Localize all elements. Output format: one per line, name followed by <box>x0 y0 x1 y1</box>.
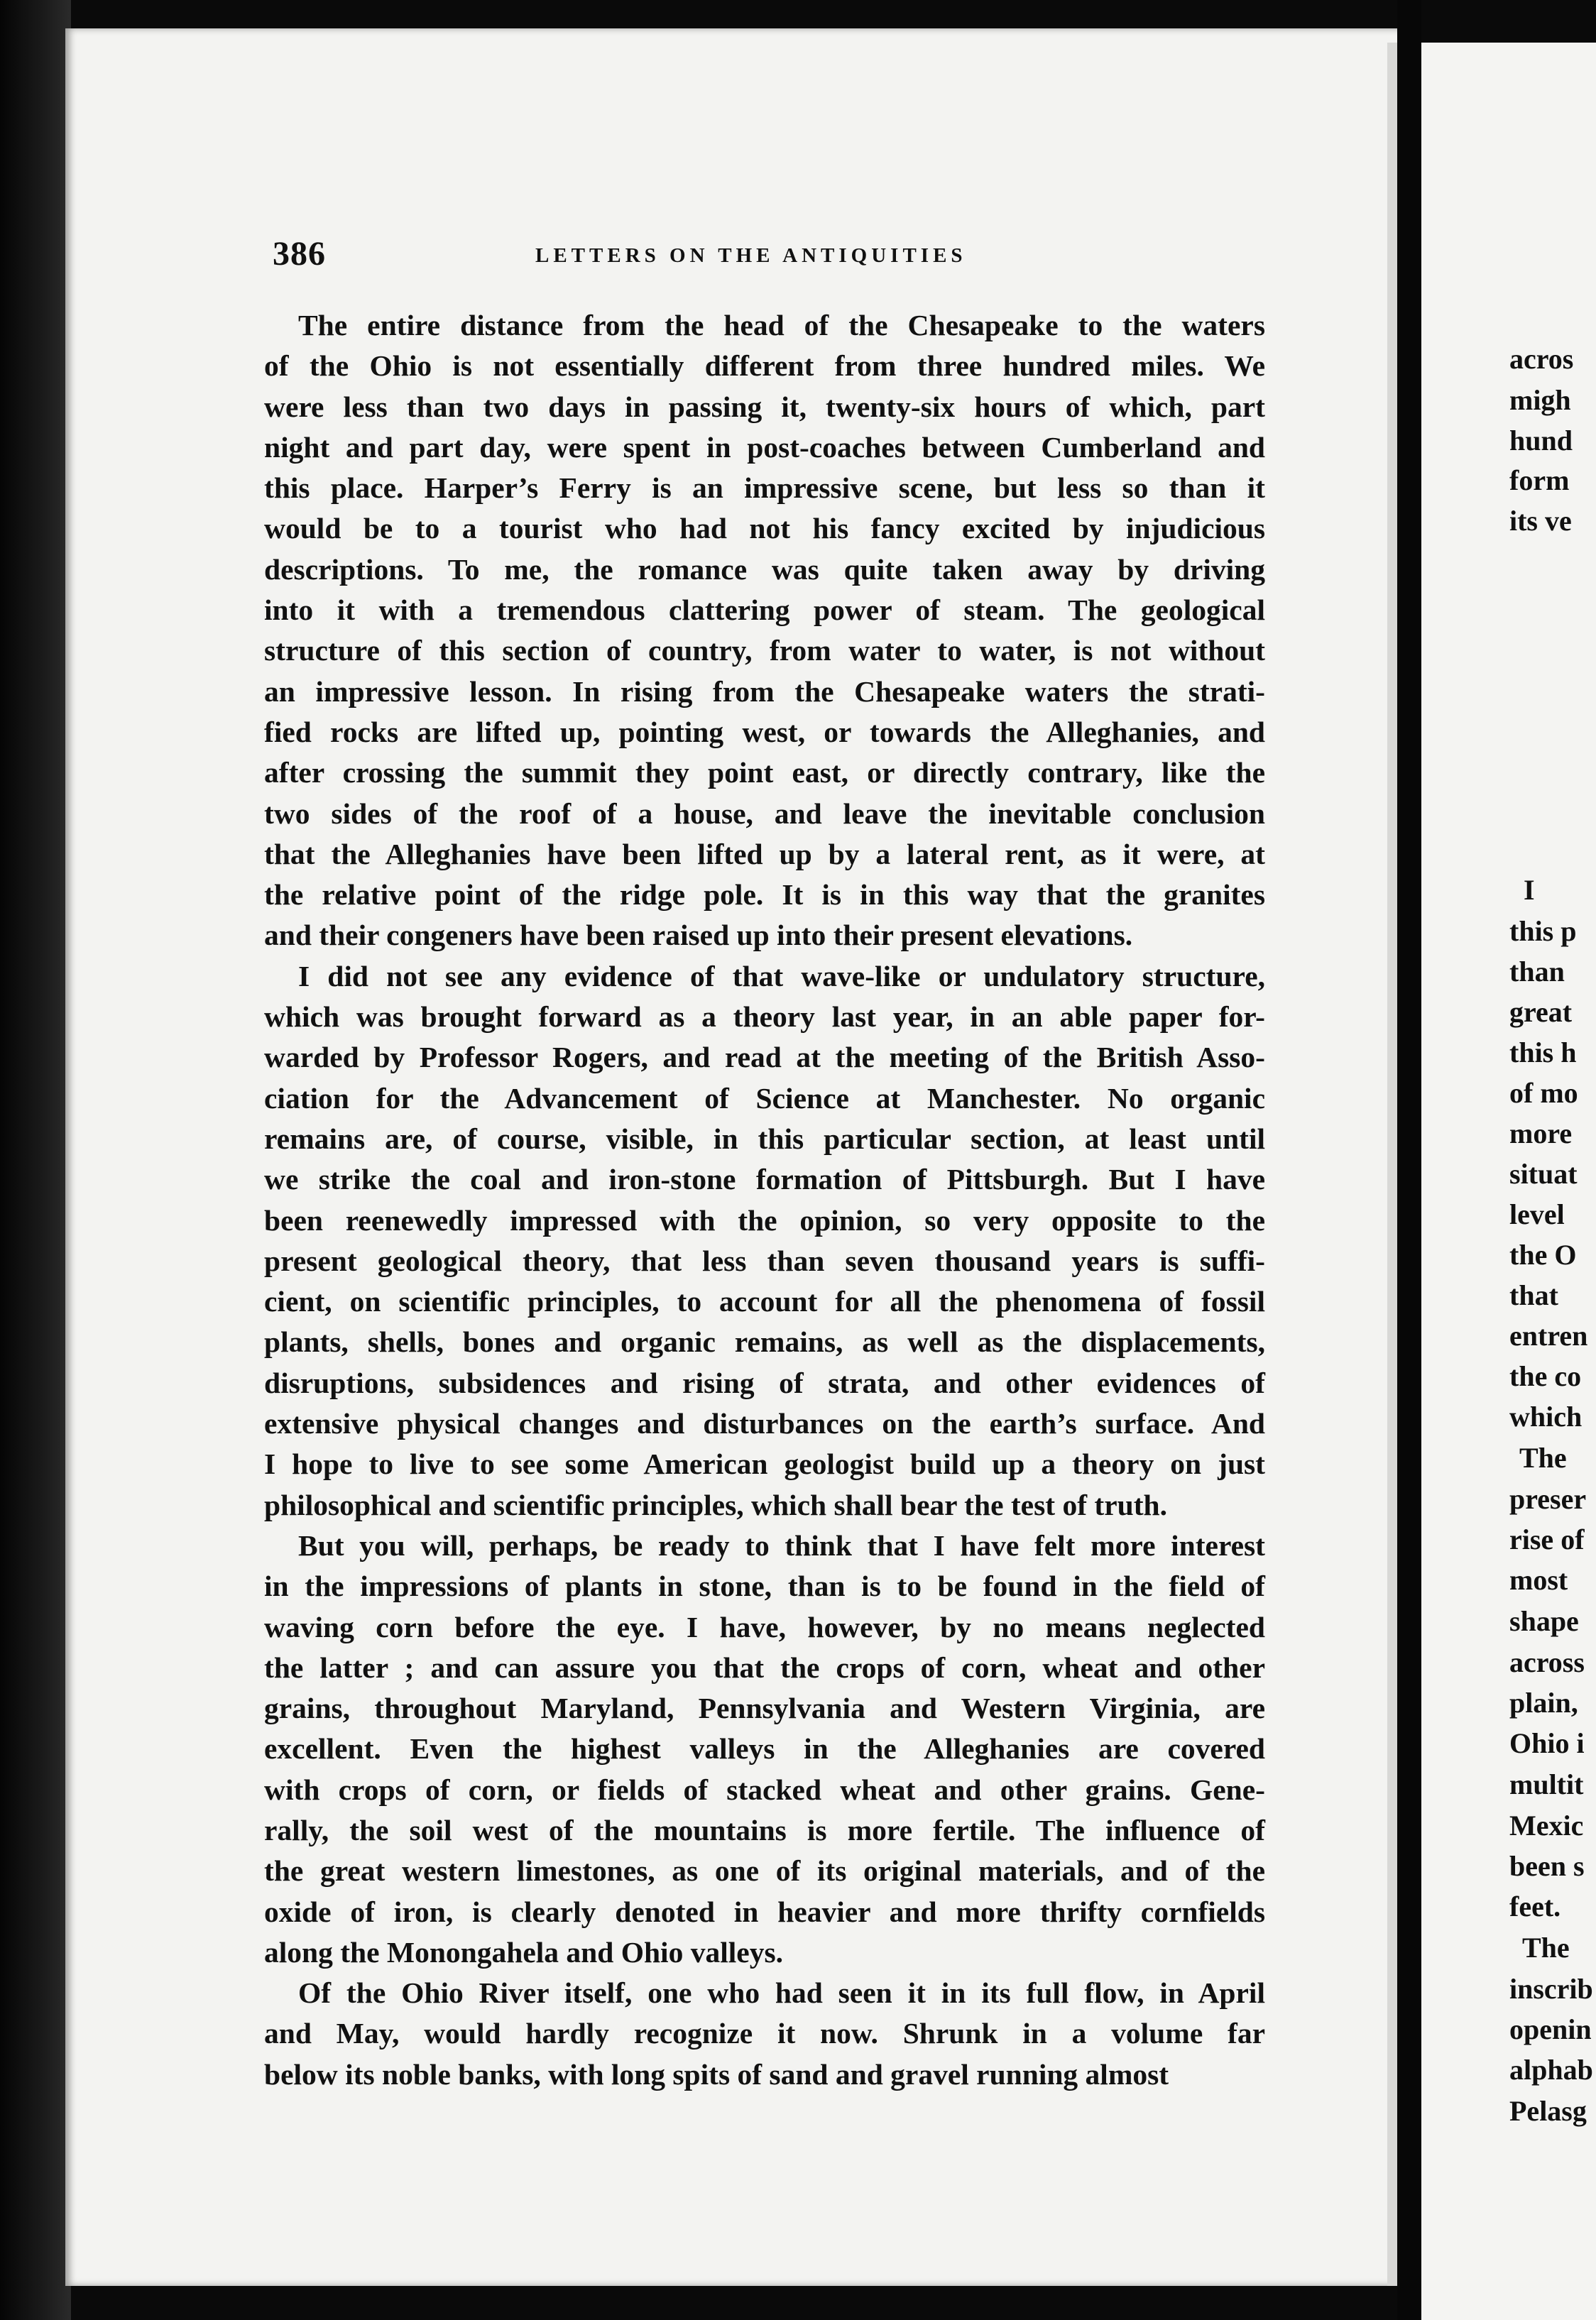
text-line: waving corn before the eye. I have, however, by no means neglected <box>264 1610 1265 1643</box>
facing-page-line: situat <box>1509 1158 1578 1190</box>
facing-page-line: Mexic <box>1509 1810 1584 1842</box>
facing-page-line: Ohio i <box>1509 1727 1585 1759</box>
running-title: LETTERS ON THE ANTIQUITIES <box>535 244 967 267</box>
text-line: plants, shells, bones and organic remains, as well as the displacements, <box>264 1325 1265 1359</box>
facing-page-line: preser <box>1509 1483 1587 1515</box>
text-line: cient, on scientific principles, to account for all the phenomena of fossil <box>264 1285 1265 1318</box>
book-gutter <box>0 0 71 2320</box>
facing-page-line: this p <box>1509 915 1577 947</box>
text-line: with crops of corn, or fields of stacked wheat and other grains. Gene- <box>264 1773 1265 1806</box>
facing-page-line: level <box>1509 1198 1565 1230</box>
facing-page-line: most <box>1509 1564 1568 1596</box>
page-edge <box>1387 43 1397 2286</box>
book-spine <box>1397 0 1421 2320</box>
facing-page-line: alphab <box>1509 2054 1593 2086</box>
facing-page-line: multit <box>1509 1768 1584 1800</box>
text-line: the relative point of the ridge pole. It is in this way that the granites <box>264 878 1265 912</box>
text-line: ciation for the Advancement of Science at Manchester. No organic <box>264 1081 1265 1115</box>
facing-page-line: of mo <box>1509 1077 1578 1109</box>
text-line: the great western limestones, as one of its original materials, and of the <box>264 1854 1265 1888</box>
text-line: been reenewedly impressed with the opinion, so very opposite to the <box>264 1203 1265 1237</box>
text-line: I did not see any evidence of that wave-like or undulatory structure, <box>298 959 1265 992</box>
text-line: along the Monongahela and Ohio valleys. <box>264 1935 783 1969</box>
text-line: an impressive lesson. In rising from the Chesapeake waters the strati- <box>264 674 1265 708</box>
facing-page-line: The <box>1522 1932 1570 1964</box>
facing-page-line: inscrib <box>1509 1973 1593 2005</box>
paragraph <box>264 956 1265 1526</box>
text-line: and May, would hardly recognize it now. Shrunk in a volume far <box>264 2017 1265 2050</box>
facing-page-line: form <box>1509 464 1570 496</box>
text-line: I hope to live to see some American geologist build up a theory on just <box>264 1448 1265 1481</box>
facing-page-line: plain, <box>1509 1687 1578 1719</box>
facing-page-line: this h <box>1509 1036 1577 1068</box>
text-line: two sides of the roof of a house, and leave the inevitable conclusion <box>264 797 1265 830</box>
text-line: after crossing the summit they point east, or directly contrary, like the <box>264 756 1265 789</box>
page-number: 386 <box>273 235 326 273</box>
facing-page-line: across <box>1509 1646 1585 1678</box>
facing-page-line: hund <box>1509 425 1573 456</box>
facing-page-line: rise of <box>1509 1523 1585 1555</box>
text-line: that the Alleghanies have been lifted up by a lateral rent, as it were, at <box>264 837 1265 870</box>
facing-page-line: The <box>1519 1442 1567 1474</box>
text-line: structure of this section of country, from water to water, is not without <box>264 634 1265 667</box>
paragraph <box>264 1526 1265 1973</box>
text-line: disruptions, subsidences and rising of strata, and other evidences of <box>264 1366 1265 1399</box>
facing-page-line: openin <box>1509 2013 1592 2045</box>
facing-page-line: Pelasg <box>1509 2095 1587 2127</box>
text-line: present geological theory, that less than seven thousand years is suffi- <box>264 1244 1265 1277</box>
text-line: in the impressions of plants in stone, than is to be found in the field of <box>264 1570 1265 1603</box>
facing-page-line: than <box>1509 956 1565 987</box>
facing-page-line: feet. <box>1509 1891 1561 1922</box>
text-line: rally, the soil west of the mountains is more fertile. The influence of <box>264 1813 1265 1846</box>
text-line: But you will, perhaps, be ready to think that I have felt more interest <box>298 1528 1265 1562</box>
text-line: Of the Ohio River itself, one who had seen it in its full flow, in April <box>298 1976 1265 2010</box>
text-line: extensive physical changes and disturbances on the earth’s surface. And <box>264 1407 1265 1440</box>
facing-page-line: more <box>1509 1117 1573 1149</box>
text-line: oxide of iron, is clearly denoted in heavier and more thrifty cornfields <box>264 1895 1265 1928</box>
text-line: descriptions. To me, the romance was quite taken away by driving <box>264 552 1265 586</box>
text-line: which was brought forward as a theory last year, in an able paper for- <box>264 1000 1265 1034</box>
text-line: philosophical and scientific principles, which shall bear the test of truth. <box>264 1488 1167 1521</box>
text-line: this place. Harper’s Ferry is an impressive scene, but less so than it <box>264 471 1265 505</box>
facing-page-line: entren <box>1509 1320 1588 1352</box>
text-line: and their congeners have been raised up into their present elevations. <box>264 919 1133 952</box>
facing-page-line: acros <box>1509 343 1574 375</box>
text-line: warded by Professor Rogers, and read at the meeting of the British Asso- <box>264 1041 1265 1074</box>
text-line: fied rocks are lifted up, pointing west, or towards the Alleghanies, and <box>264 715 1265 748</box>
facing-page-line: been s <box>1509 1850 1585 1882</box>
text-line: would be to a tourist who had not his fancy excited by injudicious <box>264 512 1265 545</box>
facing-page-line: I <box>1524 874 1535 906</box>
text-line: The entire distance from the head of the Chesapeake to the waters <box>298 309 1265 341</box>
text-line: excellent. Even the highest valleys in the Alleghanies are covered <box>264 1732 1265 1766</box>
text-line: night and part day, were spent in post-coaches between Cumberland and <box>264 430 1265 464</box>
paragraph <box>264 1973 1265 2095</box>
facing-page-line: migh <box>1509 384 1571 416</box>
text-line: of the Ohio is not essentially different from three hundred miles. We <box>264 349 1265 383</box>
text-line: grains, throughout Maryland, Pennsylvania and Western Virginia, are <box>264 1692 1265 1725</box>
paragraph <box>264 305 1265 956</box>
running-head <box>273 234 1274 277</box>
facing-page-line: the co <box>1509 1360 1582 1392</box>
text-line: remains are, of course, visible, in this particular section, at least until <box>264 1122 1265 1155</box>
facing-page-line: which <box>1509 1401 1583 1433</box>
facing-page-line: its ve <box>1509 505 1572 537</box>
facing-page-line: shape <box>1509 1605 1579 1637</box>
text-line: below its noble banks, with long spits of sand and gravel running almost <box>264 2057 1169 2091</box>
text-line: we strike the coal and iron-stone formation of Pittsburgh. But I have <box>264 1163 1265 1196</box>
facing-page-line: great <box>1509 996 1573 1028</box>
text-line: the latter ; and can assure you that the crops of corn, wheat and other <box>264 1651 1265 1684</box>
facing-page-line: the O <box>1509 1239 1577 1271</box>
body-text <box>264 305 1265 2095</box>
text-line: were less than two days in passing it, twenty-six hours of which, part <box>264 390 1265 423</box>
text-line: into it with a tremendous clattering power of steam. The geological <box>264 593 1265 627</box>
facing-page-line: that <box>1509 1279 1558 1311</box>
